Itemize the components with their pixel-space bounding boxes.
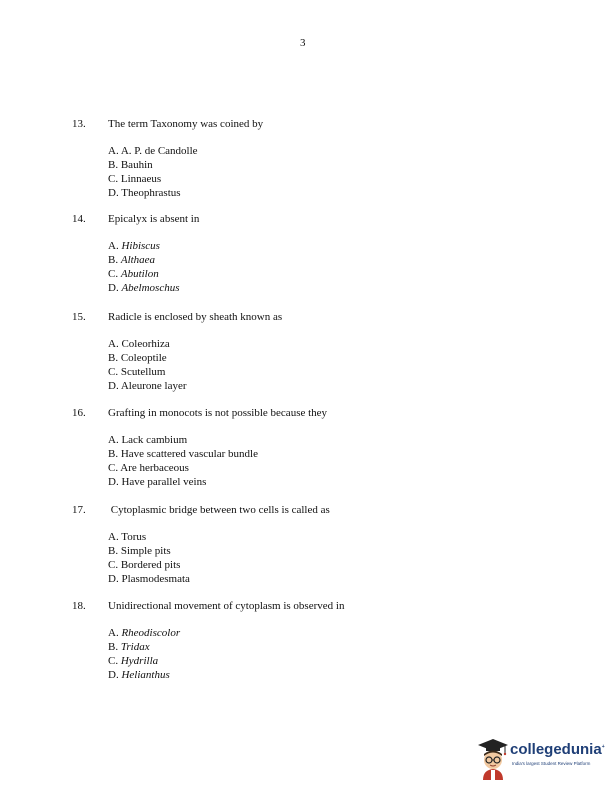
option-d — [108, 186, 542, 200]
option-d — [108, 281, 542, 295]
question-13 — [72, 117, 542, 200]
option-text: Coleorhiza — [121, 338, 170, 350]
question-17 — [72, 503, 542, 586]
logo-tagline: India's largest Student Review Platform — [512, 761, 591, 766]
option-text: Aleurone layer — [120, 380, 187, 392]
option-a — [108, 530, 542, 544]
option-text: Linnaeus — [120, 173, 162, 185]
option-text: Scutellum — [120, 366, 166, 378]
option-a — [108, 337, 542, 351]
page-number: 3 — [300, 37, 306, 49]
options-list — [108, 239, 542, 295]
logo-wordmark — [510, 741, 605, 758]
question-number: 15. — [72, 311, 86, 323]
option-a — [108, 144, 542, 158]
question-18 — [72, 599, 542, 682]
option-letter: B. — [108, 641, 119, 653]
option-text: Bordered pits — [120, 559, 181, 571]
option-letter: B. — [108, 352, 119, 364]
option-letter: A. — [108, 531, 119, 543]
option-b — [108, 351, 542, 365]
option-b — [108, 253, 542, 267]
option-letter: D. — [108, 380, 119, 392]
option-text: Have parallel veins — [121, 476, 207, 488]
option-letter: A. — [108, 434, 119, 446]
question-text: Grafting in monocots is not possible because they — [108, 407, 328, 419]
option-text: Lack cambium — [121, 434, 188, 446]
question-16 — [72, 406, 542, 489]
option-c — [108, 654, 542, 668]
option-text: Torus — [121, 531, 147, 543]
option-a — [108, 239, 542, 253]
question-text: Cytoplasmic bridge between two cells is called as — [108, 504, 330, 516]
option-letter: B. — [108, 545, 119, 557]
option-text: Abelmoschus — [121, 282, 180, 294]
option-text: Simple pits — [120, 545, 171, 557]
option-text: A. P. de Candolle — [120, 145, 198, 157]
logo-name: collegedunia — [510, 741, 602, 758]
question-text: Unidirectional movement of cytoplasm is observed in — [108, 600, 345, 612]
option-letter: A. — [108, 145, 119, 157]
option-b — [108, 447, 542, 461]
options-list — [108, 626, 542, 682]
option-d — [108, 475, 542, 489]
logo-suffix: + — [601, 744, 605, 750]
option-text: Are herbaceous — [120, 462, 189, 474]
option-text: Theophrastus — [121, 187, 181, 199]
options-list — [108, 433, 542, 489]
option-c — [108, 365, 542, 379]
option-letter: C. — [108, 559, 119, 571]
option-text: Plasmodesmata — [121, 573, 190, 585]
option-letter: B. — [108, 448, 119, 460]
option-c — [108, 172, 542, 186]
question-number: 14. — [72, 213, 86, 225]
question-number: 16. — [72, 407, 86, 419]
option-letter: D. — [108, 573, 119, 585]
option-letter: D. — [108, 282, 119, 294]
option-letter: C. — [108, 462, 119, 474]
option-text: Have scattered vascular bundle — [120, 448, 258, 460]
option-d — [108, 572, 542, 586]
option-letter: D. — [108, 187, 119, 199]
question-number: 18. — [72, 600, 86, 612]
option-text: Bauhin — [120, 159, 153, 171]
student-mascot-icon — [476, 736, 510, 780]
option-text: Althaea — [120, 254, 156, 266]
option-d — [108, 379, 542, 393]
option-letter: A. — [108, 627, 119, 639]
option-text: Coleoptile — [120, 352, 167, 364]
option-text: Hydrilla — [120, 655, 159, 667]
option-text: Abutilon — [120, 268, 159, 280]
option-text: Hibiscus — [121, 240, 160, 252]
options-list — [108, 144, 542, 200]
option-letter: A. — [108, 240, 119, 252]
question-text: The term Taxonomy was coined by — [108, 118, 264, 130]
option-letter: B. — [108, 254, 119, 266]
collegedunia-logo — [476, 736, 606, 780]
option-c — [108, 558, 542, 572]
option-b — [108, 158, 542, 172]
options-list — [108, 530, 542, 586]
question-15 — [72, 310, 542, 393]
option-letter: C. — [108, 173, 119, 185]
question-number: 17. — [72, 504, 86, 516]
option-b — [108, 640, 542, 654]
option-a — [108, 626, 542, 640]
option-letter: C. — [108, 366, 119, 378]
option-letter: D. — [108, 476, 119, 488]
options-list — [108, 337, 542, 393]
option-a — [108, 433, 542, 447]
option-letter: C. — [108, 268, 119, 280]
option-c — [108, 267, 542, 281]
option-letter: D. — [108, 669, 119, 681]
option-text: Tridax — [120, 641, 150, 653]
option-text: Rheodiscolor — [121, 627, 181, 639]
option-d — [108, 668, 542, 682]
option-letter: C. — [108, 655, 119, 667]
option-letter: B. — [108, 159, 119, 171]
option-letter: A. — [108, 338, 119, 350]
option-b — [108, 544, 542, 558]
question-number: 13. — [72, 118, 86, 130]
question-text: Radicle is enclosed by sheath known as — [108, 311, 283, 323]
option-c — [108, 461, 542, 475]
question-14 — [72, 212, 542, 295]
option-text: Helianthus — [121, 669, 170, 681]
question-text: Epicalyx is absent in — [108, 213, 200, 225]
